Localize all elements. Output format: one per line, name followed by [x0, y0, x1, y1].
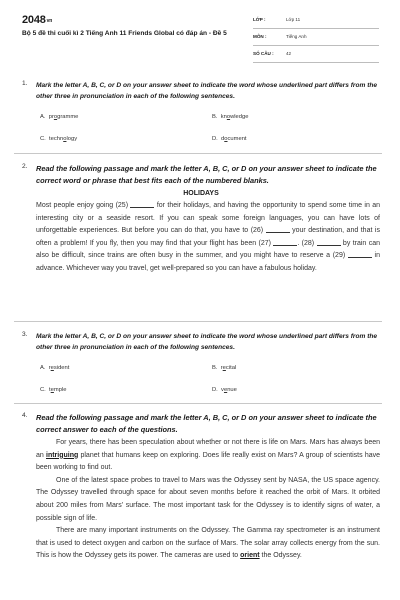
underlined-word: orient — [240, 552, 260, 560]
passage-text: Most people enjoy going (25) for their holidays, and having the opportunity to spend some time in an interesting city or a seaside resort. If you can speak some foreign languages, you can have lots of unforgettable experiences. But before you can do that, you have to (26) your destination, and that is often a problem! If you fly, then you may find that your flight has been (27) . (28) by train can also be difficult, since trains are often busy in the summer, and you might have to reserve a (29) in advance. Whichever way you travel, get well-prepared so you can have a fabulous holiday. — [36, 202, 381, 272]
question-instruction: Read the following passage and mark the letter A, B, C, or D on your answer sheet to indicate the correct answer to each of the questions. — [36, 413, 377, 434]
question-instruction: Read the following passage and mark the letter A, B, C, or D on your answer sheet to indicate the correct word or phrase that best fits each of the numbered blanks. — [36, 164, 377, 185]
option-d[interactable]: D. document — [212, 136, 247, 142]
divider — [14, 321, 382, 322]
underlined-word: intriguing — [46, 451, 79, 459]
site-logo[interactable]: 2048vn — [22, 14, 53, 26]
meta-subject-row — [253, 31, 379, 46]
question-2 — [22, 163, 380, 313]
passage-title: HOLIDAYS — [183, 190, 219, 197]
question-instruction: Mark the letter A, B, C, or D on your answer sheet to indicate the word whose underlined part differs from the other three in pronunciation in each of the following sentences. — [36, 82, 378, 100]
meta-value: Lớp 11 — [286, 17, 301, 22]
option-b[interactable]: B. knowledge — [212, 114, 249, 120]
paragraph-2: One of the latest space probes to travel to Mars was the Odyssey sent by NASA, the US space agency. The Odyssey travelled through space for about seven months before it reached the orbit of Mars. It orbited about 200 miles from Mars' surface. The most important task for the Odyssey is to identify signs of water, a possible sign of life. — [36, 476, 380, 522]
passage-text — [36, 437, 380, 563]
question-number: 4. — [22, 412, 28, 419]
question-number: 1. — [22, 80, 28, 87]
question-3 — [22, 331, 380, 401]
paragraph-1: For years, there has been speculation about whether or not there is life on Mars. Mars has always been an intriguing planet that humans keep on exploring. Does life really exist on Mars? A group of scientists have been working to find out. — [36, 439, 380, 472]
question-4 — [22, 412, 380, 600]
blank-28[interactable] — [317, 238, 341, 246]
meta-class-row — [253, 14, 379, 29]
question-1 — [22, 80, 380, 150]
meta-value: Tiếng Anh — [286, 34, 307, 39]
meta-count-row — [253, 48, 379, 63]
blank-29[interactable] — [348, 250, 372, 258]
meta-label: LỚP : — [253, 17, 266, 22]
option-a[interactable]: A. resident — [40, 365, 70, 371]
exam-meta — [253, 14, 379, 65]
document-title: Bộ 5 đề thi cuối kì 2 Tiếng Anh 11 Friends Global có đáp án - Đề 5 — [22, 30, 227, 37]
divider — [14, 153, 382, 154]
option-a[interactable]: A. programme — [40, 114, 79, 120]
question-number: 3. — [22, 331, 28, 338]
question-number: 2. — [22, 163, 28, 170]
logo-suffix: vn — [46, 18, 53, 24]
page-header — [0, 0, 400, 64]
option-c[interactable]: C. temple — [40, 387, 67, 393]
divider — [14, 403, 382, 404]
blank-25[interactable] — [130, 200, 154, 208]
option-b[interactable]: B. recital — [212, 365, 237, 371]
meta-value: 42 — [286, 51, 292, 56]
question-instruction: Mark the letter A, B, C, or D on your answer sheet to indicate the word whose underlined part differs from the other three in pronunciation in each of the following sentences. — [36, 333, 378, 351]
paragraph-3: There are many important instruments on the Odyssey. The Gamma ray spectrometer is an instrument that is used to detect oxygen and carbon on the surface of Mars. The solar array collects energy from the sun. This is how the Odyssey gets its power. The cameras are used to orient the Odyssey. — [36, 527, 380, 560]
option-d[interactable]: D. venue — [212, 387, 237, 393]
meta-label: SỐ CÂU : — [253, 51, 274, 56]
option-c[interactable]: C. technology — [40, 136, 78, 142]
blank-26[interactable] — [266, 225, 290, 233]
meta-label: MÔN : — [253, 34, 267, 39]
blank-27[interactable] — [273, 238, 297, 246]
